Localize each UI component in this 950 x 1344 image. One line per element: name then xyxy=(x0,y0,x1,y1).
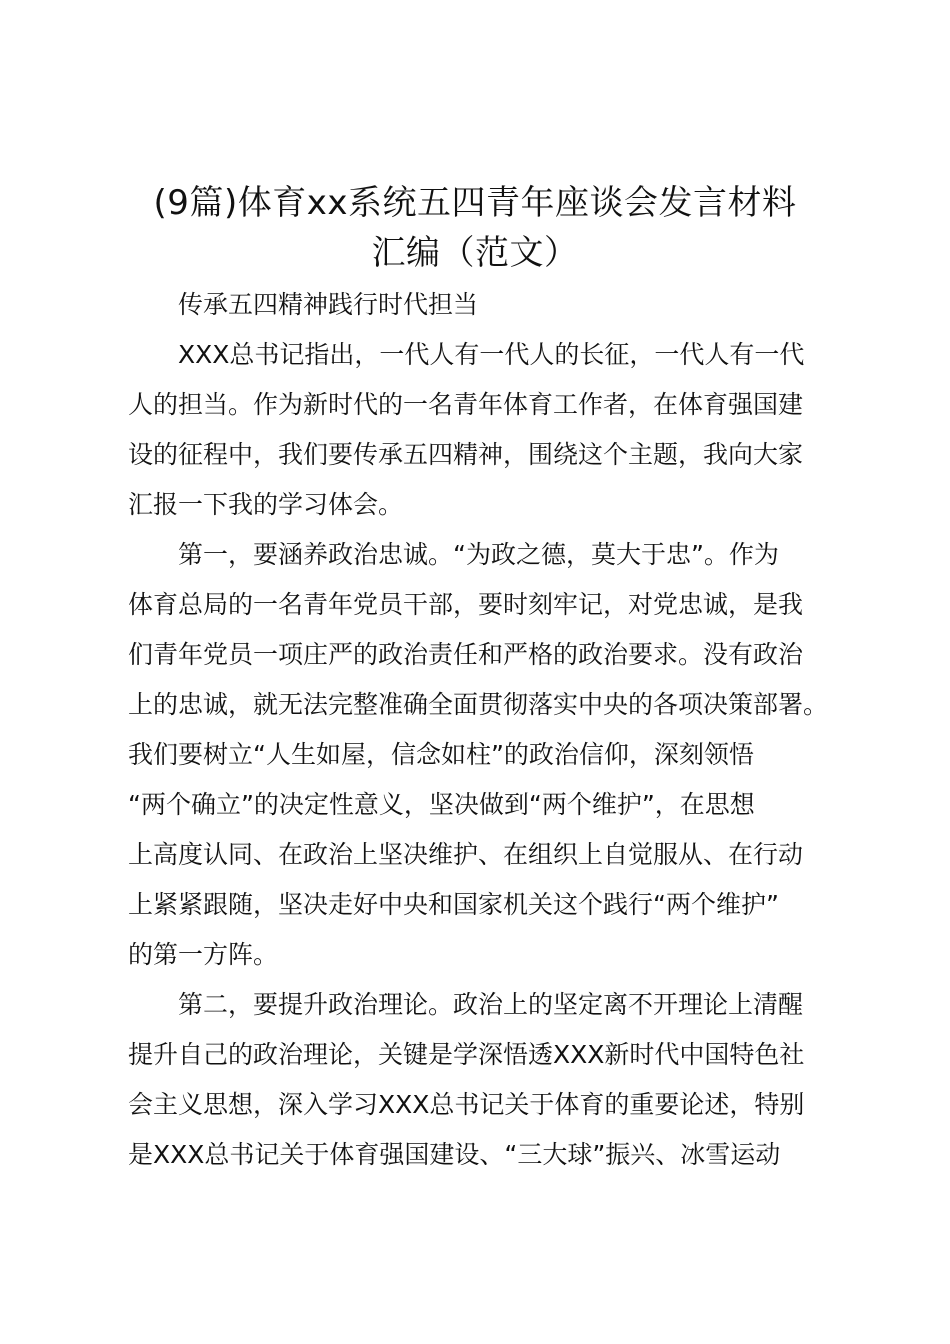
paragraph-2-line: “两个确立”的决定性意义，坚决做到“两个维护”，在思想 xyxy=(128,790,755,819)
paragraph-3-line: 是XXX总书记关于体育强国建设、“三大球”振兴、冰雪运动 xyxy=(128,1140,781,1169)
paragraph-2-line: 上紧紧跟随，坚决走好中央和国家机关这个践行“两个维护” xyxy=(128,890,779,919)
title-line-1: (9篇)体育xx系统五四青年座谈会发言材料 xyxy=(153,183,797,223)
paragraph-1-line: XXX总书记指出，一代人有一代人的长征，一代人有一代 xyxy=(178,340,805,369)
paragraph-2-line: 上高度认同、在政治上坚决维护、在组织上自觉服从、在行动 xyxy=(128,840,804,869)
paragraph-2-line: 我们要树立“人生如屋，信念如柱”的政治信仰，深刻领悟 xyxy=(128,740,754,769)
paragraph-3-line: 提升自己的政治理论，关键是学深悟透XXX新时代中国特色社 xyxy=(128,1040,805,1069)
paragraph-2-line: 第一，要涵养政治忠诚。“为政之德，莫大于忠”。作为 xyxy=(178,540,779,569)
paragraph-1-line: 设的征程中，我们要传承五四精神，围绕这个主题，我向大家 xyxy=(128,440,804,469)
document-body xyxy=(128,280,838,1180)
paragraph-3-line: 第二，要提升政治理论。政治上的坚定离不开理论上清醒 xyxy=(178,990,804,1019)
document-title xyxy=(100,178,850,278)
title-line-2: 汇编（范文） xyxy=(371,233,579,273)
paragraph-1-line: 人的担当。作为新时代的一名青年体育工作者，在体育强国建 xyxy=(128,390,804,419)
paragraph-2-line: 体育总局的一名青年党员干部，要时刻牢记，对党忠诚，是我 xyxy=(128,590,804,619)
paragraph-2-line: 们青年党员一项庄严的政治责任和严格的政治要求。没有政治 xyxy=(128,640,804,669)
section-subtitle: 传承五四精神践行时代担当 xyxy=(178,290,479,319)
paragraph-2-line: 的第一方阵。 xyxy=(128,940,279,969)
paragraph-3-line: 会主义思想，深入学习XXX总书记关于体育的重要论述，特别 xyxy=(128,1090,805,1119)
paragraph-1-line: 汇报一下我的学习体会。 xyxy=(128,490,404,519)
paragraph-2-line: 上的忠诚，就无法完整准确全面贯彻落实中央的各项决策部署。 xyxy=(128,690,829,719)
